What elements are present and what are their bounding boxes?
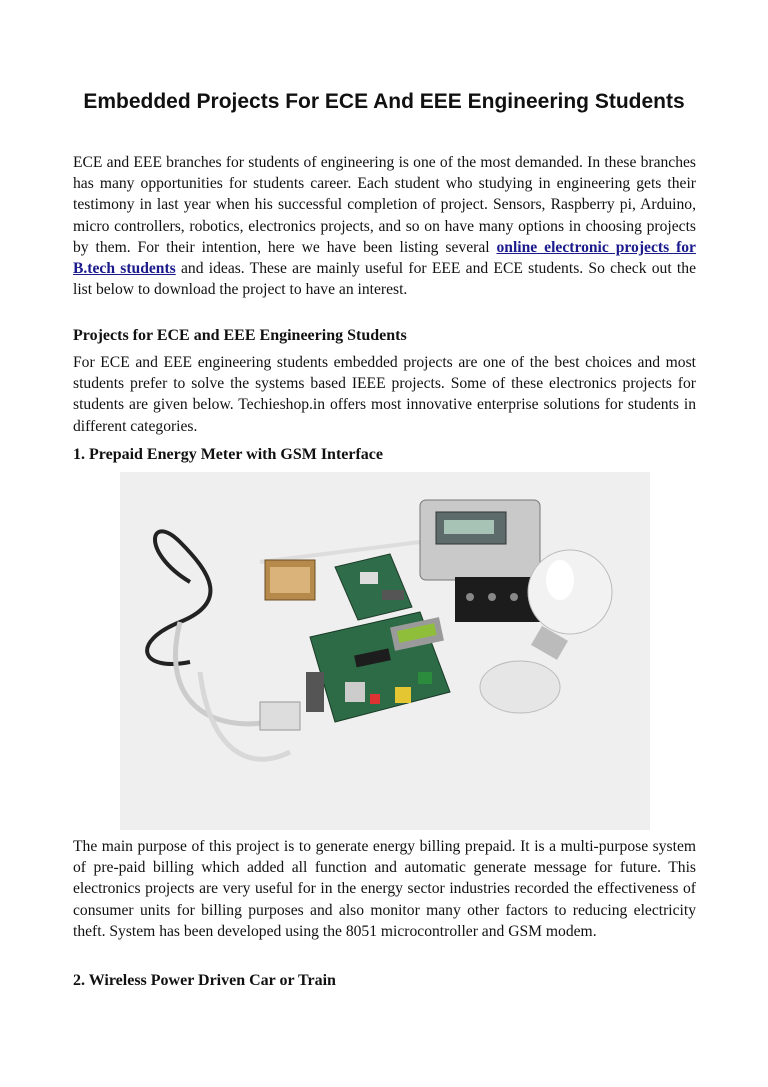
online-projects-link[interactable]: online electronic projects for B.tech students: [73, 238, 696, 278]
intro-text-start: ECE and EEE branches for students of engineering is one of the most demanded. In these branches has many opportunities for students career. Each student who studying in engineering gets their testimony in last year when his successful completion of project. Sensors, Raspberry pi, Arduino, micro controllers, robotics, electronics projects, and so on have many options in choosing projects by them. For their intention, here we have been listing several: [73, 154, 696, 256]
document-title: Embedded Projects For ECE And EEE Engineering Students: [83, 90, 685, 113]
section-heading: Projects for ECE and EEE Engineering Students: [73, 327, 407, 344]
intro-paragraph: [73, 152, 696, 300]
project2-heading: 2. Wireless Power Driven Car or Train: [73, 972, 336, 989]
project1-heading: 1. Prepaid Energy Meter with GSM Interface: [73, 446, 384, 463]
section-paragraph: For ECE and EEE engineering students embedded projects are one of the best choices and most students prefer to solve the systems based IEEE projects. Some of these electronics projects for students are given below. Techieshop.in offers most innovative enterprise solutions for students in different categories.: [73, 354, 696, 435]
energy-meter-photo: [120, 472, 650, 830]
intro-text-end: and ideas. These are mainly useful for EEE and ECE students. So check out the list below to download the project to have an interest.: [73, 260, 696, 299]
project1-paragraph: The main purpose of this project is to generate energy billing prepaid. It is a multi-purpose system of pre-paid billing which added all function and automatic generate message for future. This electronics projects are very useful for in the energy sector industries recorded the effectiveness of consumer units for billing purposes and also monitor many other factors to reducing electricity theft. System has been developed using the 8051 microcontroller and GSM modem.: [73, 838, 696, 940]
